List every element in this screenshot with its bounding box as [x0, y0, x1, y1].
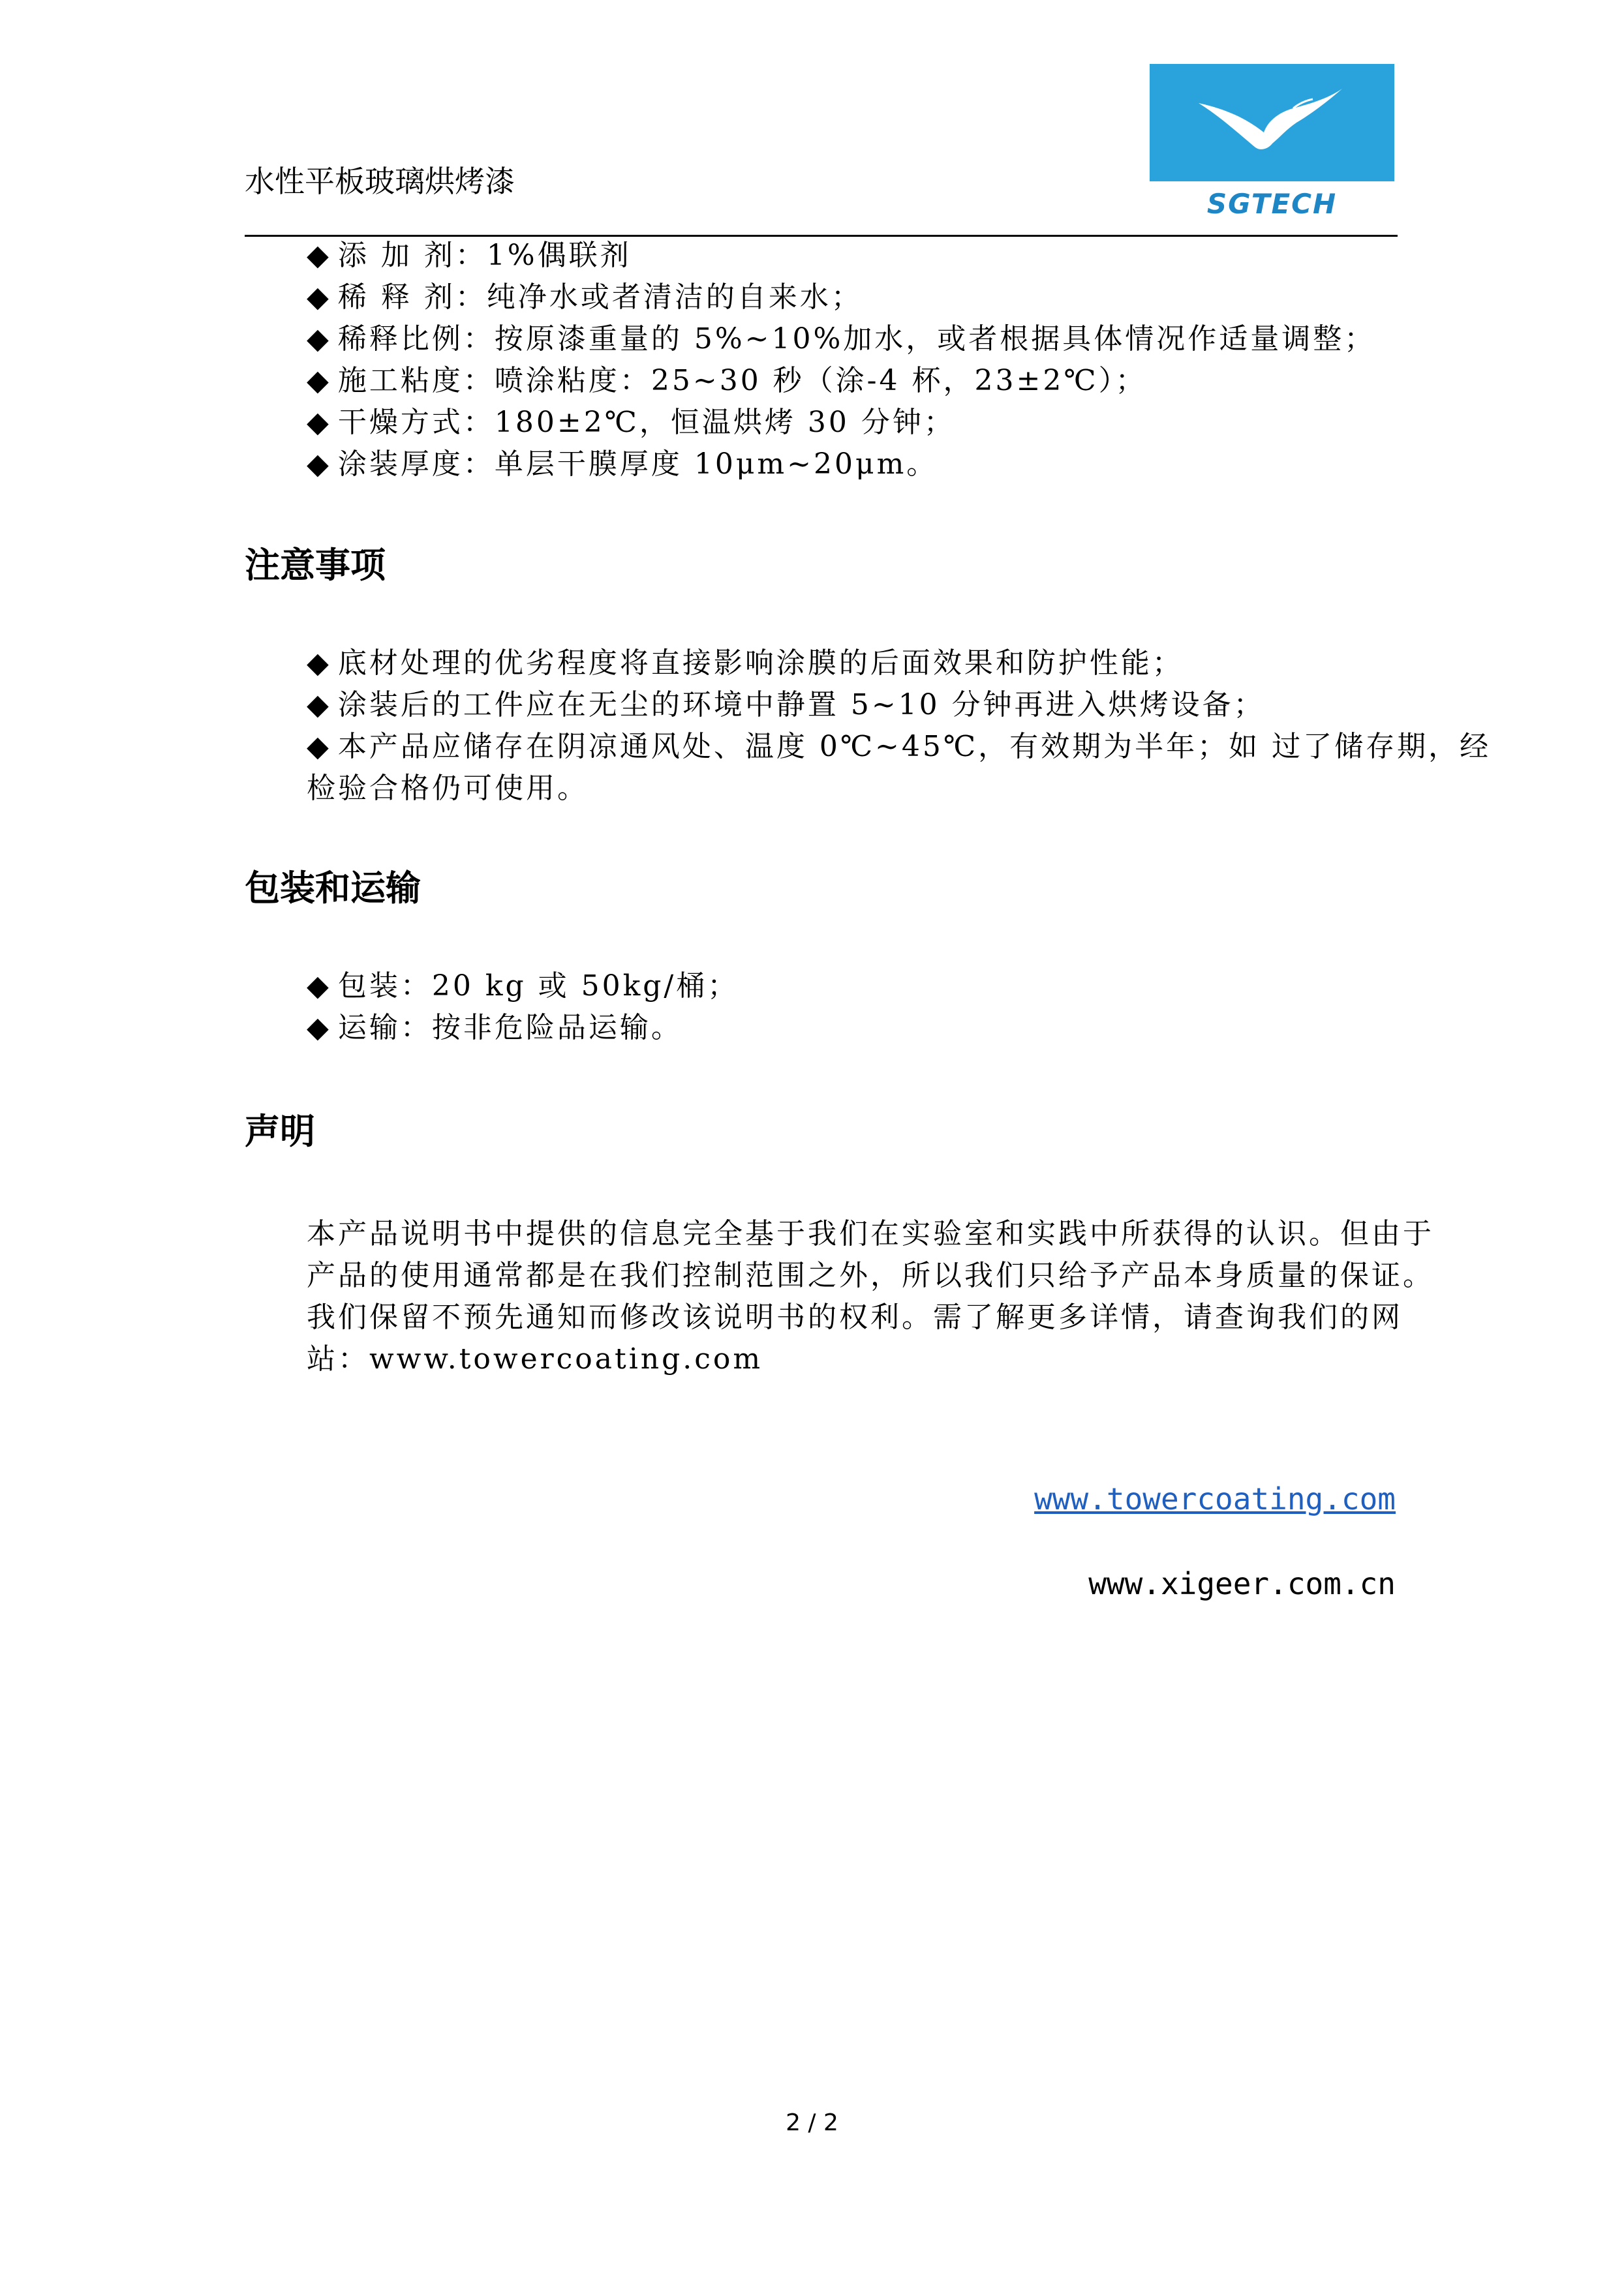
- diamond-bullet-icon: ◆: [307, 406, 329, 439]
- notes-heading: 注意事项: [245, 545, 386, 586]
- statement-heading: 声明: [245, 1111, 315, 1152]
- diamond-bullet-icon: ◆: [307, 447, 329, 481]
- document-title: 水性平板玻璃烘烤漆: [245, 164, 515, 199]
- list-item: ◆ 本产品应储存在阴凉通风处、温度 0℃~45℃，有效期为半年；如 过了储存期，经检验合格仍可使用。: [307, 730, 1492, 805]
- list-item: ◆ 添 加 剂：1%偶联剂: [307, 239, 632, 272]
- statement-line: 本产品说明书中提供的信息完全基于我们在实验室和实践中所获得的认识。但由于: [307, 1217, 1434, 1250]
- list-item: ◆ 施工粘度：喷涂粘度：25~30 秒（涂-4 杯，23±2℃）；: [307, 364, 1147, 397]
- diamond-bullet-icon: ◆: [307, 364, 329, 397]
- company-logo: [1150, 64, 1394, 227]
- spec-list: [307, 235, 1501, 485]
- diamond-bullet-icon: ◆: [307, 239, 329, 272]
- statement-line: 产品的使用通常都是在我们控制范围之外，所以我们只给予产品本身质量的保证。: [307, 1259, 1434, 1292]
- page-number: 2 / 2: [786, 2109, 838, 2136]
- list-item: ◆ 涂装后的工件应在无尘的环境中静置 5~10 分钟再进入烘烤设备；: [307, 688, 1265, 721]
- diamond-bullet-icon: ◆: [307, 688, 329, 721]
- list-item: ◆ 涂装厚度：单层干膜厚度 10μm~20μm。: [307, 447, 938, 481]
- towercoating-link[interactable]: www.towercoating.com: [1034, 1481, 1396, 1517]
- list-item: ◆ 包装：20 kg 或 50kg/桶；: [307, 969, 739, 1003]
- list-item: ◆ 稀 释 剂：纯净水或者清洁的自来水；: [307, 280, 863, 314]
- diamond-bullet-icon: ◆: [307, 646, 329, 680]
- logo-brand-text: SGTECH: [1206, 188, 1338, 220]
- packaging-list: [307, 965, 1501, 1049]
- seagull-icon: [1195, 83, 1345, 162]
- statement-line: 我们保留不预先通知而修改该说明书的权利。需了解更多详情，请查询我们的网: [307, 1301, 1403, 1334]
- diamond-bullet-icon: ◆: [307, 969, 329, 1003]
- statement-line: 站：www.towercoating.com: [307, 1342, 763, 1376]
- packaging-heading: 包装和运输: [245, 868, 421, 909]
- diamond-bullet-icon: ◆: [307, 322, 329, 355]
- diamond-bullet-icon: ◆: [307, 730, 329, 763]
- list-item: ◆ 干燥方式：180±2℃，恒温烘烤 30 分钟；: [307, 406, 955, 439]
- diamond-bullet-icon: ◆: [307, 1011, 329, 1044]
- xigeer-website-text: www.xigeer.com.cn: [1088, 1566, 1396, 1601]
- list-item: ◆ 底材处理的优劣程度将直接影响涂膜的后面效果和防护性能；: [307, 646, 1184, 680]
- list-item: ◆ 运输：按非危险品运输。: [307, 1011, 682, 1044]
- diamond-bullet-icon: ◆: [307, 280, 329, 314]
- statement-paragraph: [307, 1213, 1501, 1380]
- notes-list: [307, 642, 1501, 809]
- list-item: ◆ 稀释比例：按原漆重量的 5%~10%加水，或者根据具体情况作适量调整；: [307, 322, 1376, 355]
